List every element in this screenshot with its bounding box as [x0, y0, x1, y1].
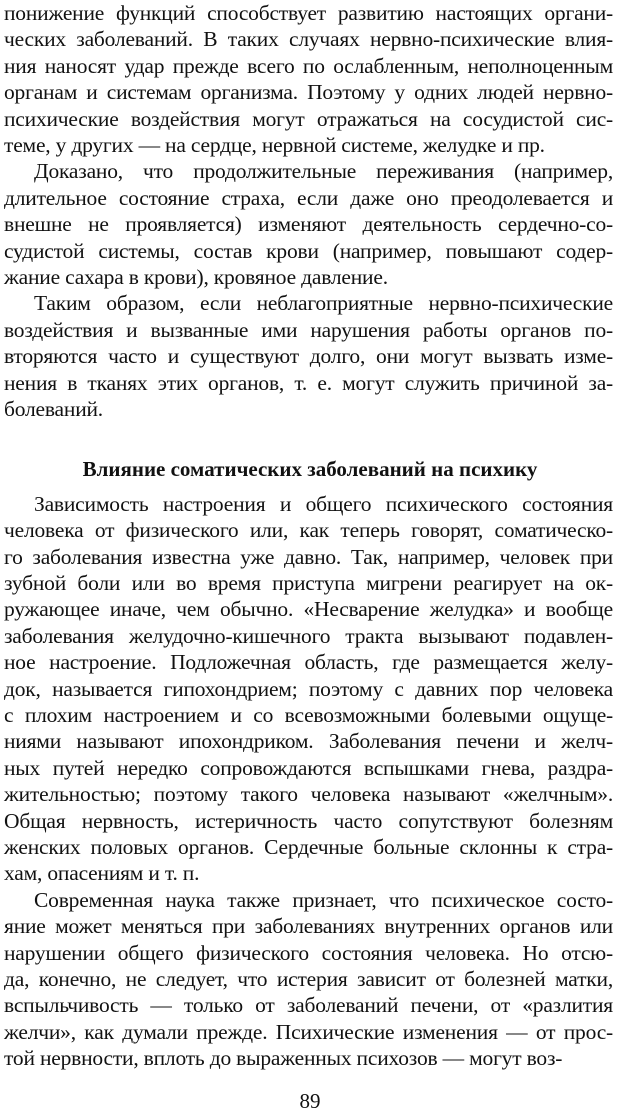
- text-line: понижение функций способствует развитию настоящих органи-: [4, 1, 613, 25]
- text-line: ческих заболеваний. В таких случаях нервно-психические влия-: [4, 27, 613, 52]
- text-line: жительностью; поэтому такого человека называют «желчным».: [4, 782, 613, 807]
- text-line: ное настроение. Подложечная область, где размещается желу-: [4, 650, 613, 675]
- text-line: зубной боли или во время приступа мигрени реагирует на ок-: [4, 571, 613, 595]
- text-line: болеваний.: [4, 397, 103, 421]
- page-number: 89: [299, 1088, 321, 1113]
- text-line: вспыльчивость — только от заболеваний печени, от «разлития: [4, 993, 613, 1018]
- text-line: да, конечно, не следует, что истерия зависит от болезней матки,: [4, 967, 613, 991]
- text-line: органам и системам организма. Поэтому у одних людей нервно-: [4, 80, 613, 105]
- text-line: хам, опасениям и т. п.: [4, 861, 200, 886]
- text-line: заболевания желудочно-кишечного тракта вызывают подавлен-: [4, 623, 613, 648]
- text-line: го заболевания известна уже давно. Так, например, человек при: [4, 544, 613, 569]
- text-line: Современная наука также признает, что психическое состо-: [34, 887, 613, 912]
- text-line: яние может меняться при заболеваниях внутренних органов или: [4, 914, 613, 939]
- text-line: ниями называют ипохондриком. Заболевания печени и желч-: [4, 729, 613, 754]
- text-line: жание сахара в крови), кровяное давление.: [4, 265, 388, 289]
- text-line: вторяются часто и существуют долго, они могут вызвать изме-: [4, 344, 613, 369]
- text-line: ных путей нередко сопровождаются вспышками гнева, раздра-: [4, 755, 613, 780]
- text-line: женских половых органов. Сердечные больные склонны к стра-: [4, 835, 613, 859]
- text-line: Таким образом, если неблагоприятные нервно-психические: [34, 291, 613, 316]
- text-line: человека от физического или, как теперь говорят, соматическо-: [4, 518, 613, 543]
- text-line: Доказано, что продолжительные переживания (например,: [34, 159, 613, 184]
- text-line: судистой системы, состав крови (например, повышают содер-: [4, 238, 613, 263]
- text-line: док, называется гипохондрием; поэтому с давних пор человека: [4, 676, 613, 701]
- text-line: желчи», как думали прежде. Психические изменения — от прос-: [4, 1019, 613, 1044]
- text-line: нения в тканях этих органов, т. е. могут служить причиной за-: [4, 370, 613, 395]
- text-line: внешне не проявляется) изменяют деятельность сердечно-со-: [4, 212, 613, 237]
- text-line: Зависимость настроения и общего психического состояния: [34, 491, 613, 516]
- text-line: нарушении общего физического состояния человека. Но отсю-: [4, 940, 613, 965]
- section-heading: Влияние соматических заболеваний на психику: [82, 457, 538, 482]
- text-line: ния наносят удар прежде всего по ослабленным, неполноценным: [4, 53, 613, 78]
- text-line: теме, у других — на сердце, нервной системе, желудке и пр.: [4, 133, 545, 157]
- text-line: воздействия и вызванные ими нарушения работы органов по-: [4, 317, 613, 342]
- text-line: с плохим настроением и со всевозможными болевыми ощуще-: [4, 703, 613, 727]
- text-line: психические воздействия могут отражаться на сосудистой сис-: [4, 106, 613, 131]
- text-line: той нервности, вплоть до выраженных психозов — могут воз-: [4, 1046, 563, 1071]
- text-line: длительное состояние страха, если даже оно преодолевается и: [4, 185, 613, 210]
- text-line: Общая нервность, истеричность часто сопутствуют болезням: [4, 808, 613, 833]
- text-line: ружающее иначе, чем обычно. «Несварение желудка» и вообще: [4, 597, 613, 622]
